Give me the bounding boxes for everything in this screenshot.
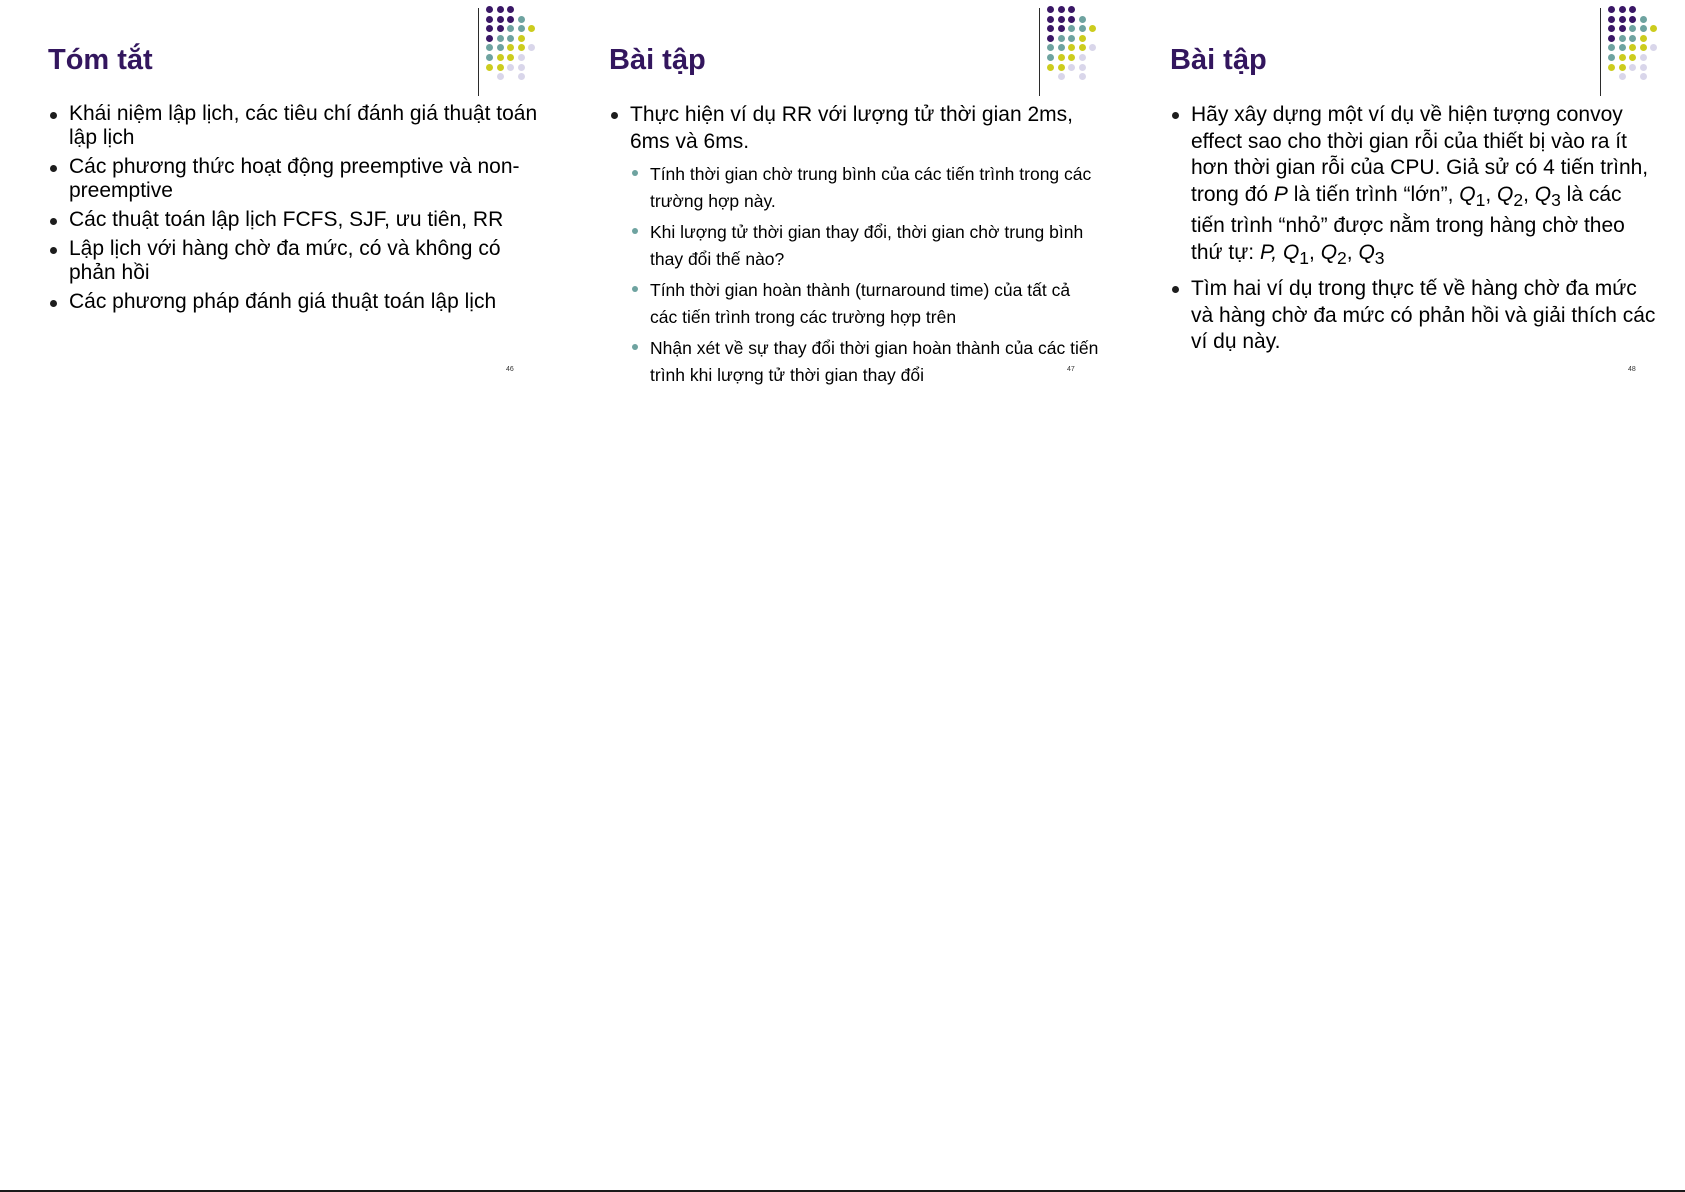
decorative-dot bbox=[1058, 44, 1065, 51]
decorative-dot bbox=[507, 6, 514, 13]
sub-bullet-dot-icon bbox=[632, 286, 638, 292]
decorative-dot bbox=[507, 16, 514, 23]
slide-46 bbox=[0, 0, 561, 385]
decorative-dot bbox=[1619, 54, 1626, 61]
decorative-dot bbox=[1608, 44, 1615, 51]
sub-bullet-dot-icon bbox=[632, 228, 638, 234]
bullet-dot-icon bbox=[1172, 112, 1179, 119]
decorative-dot bbox=[518, 64, 525, 71]
decorative-dot bbox=[1640, 54, 1647, 61]
divider-line bbox=[478, 8, 479, 96]
decorative-dot bbox=[1629, 16, 1636, 23]
decorative-dot bbox=[507, 54, 514, 61]
decorative-dot bbox=[1058, 16, 1065, 23]
slide-48 bbox=[1122, 0, 1683, 385]
decorative-dot bbox=[1640, 25, 1647, 32]
decorative-dot bbox=[1629, 25, 1636, 32]
decorative-dot bbox=[507, 44, 514, 51]
sub-bullet-item: Tính thời gian chờ trung bình của các tiến trình trong các trường hợp này. bbox=[630, 161, 1099, 214]
sub-bullet-dot-icon bbox=[632, 170, 638, 176]
bullet-dot-icon bbox=[50, 112, 57, 119]
decorative-dot bbox=[1640, 16, 1647, 23]
bullet-dot-icon bbox=[50, 165, 57, 172]
sub-bullet-list bbox=[630, 161, 1099, 388]
decorative-dot bbox=[1089, 44, 1096, 51]
slide-title: Bài tập bbox=[609, 44, 706, 76]
decorative-dot bbox=[1640, 73, 1647, 80]
decorative-dot bbox=[497, 25, 504, 32]
divider-line bbox=[1039, 8, 1040, 96]
decorative-dot bbox=[497, 16, 504, 23]
decorative-dot bbox=[1608, 6, 1615, 13]
decorative-dot bbox=[1068, 6, 1075, 13]
decorative-dot bbox=[518, 73, 525, 80]
decorative-dot bbox=[1079, 54, 1086, 61]
decorative-dot bbox=[1058, 25, 1065, 32]
decorative-dot bbox=[486, 64, 493, 71]
decorative-dot bbox=[1047, 35, 1054, 42]
sub-bullet-item: Khi lượng tử thời gian thay đổi, thời gian chờ trung bình thay đổi thế nào? bbox=[630, 219, 1099, 272]
decorative-dot bbox=[486, 6, 493, 13]
decorative-dot bbox=[497, 73, 504, 80]
page-number: 46 bbox=[506, 366, 514, 373]
decorative-dot bbox=[1068, 25, 1075, 32]
decorative-dot bbox=[1047, 6, 1054, 13]
sub-bullet-item: Tính thời gian hoàn thành (turnaround time) của tất cả các tiến trình trong các trường hợp trên bbox=[630, 277, 1099, 330]
decorative-dot bbox=[1629, 35, 1636, 42]
decorative-dot bbox=[1608, 64, 1615, 71]
decorative-dot bbox=[1047, 64, 1054, 71]
bullet-dot-icon bbox=[50, 300, 57, 307]
bullet-item: Khái niệm lập lịch, các tiêu chí đánh giá thuật toán lập lịch bbox=[48, 102, 538, 150]
decorative-dot bbox=[1058, 73, 1065, 80]
decorative-dot bbox=[1047, 16, 1054, 23]
page-number: 47 bbox=[1067, 366, 1075, 373]
decorative-dot bbox=[518, 44, 525, 51]
decorative-dot bbox=[1079, 44, 1086, 51]
decorative-dot bbox=[1068, 64, 1075, 71]
decorative-dot bbox=[1640, 35, 1647, 42]
bullet-item: Hãy xây dựng một ví dụ về hiện tượng convoy effect sao cho thời gian rỗi của thiết bị vào ra ít hơn thời gian rỗi của CPU. Giả sử có 4 tiến trình, trong đó P là tiến trình “lớn”, $Q_1$, $Q_2$, $Q_3$ là các tiến trình “nhỏ” được nằm trong hàng chờ theo thứ tự: P, $Q_1$, $Q_2$, $Q_3$ bbox=[1170, 102, 1660, 271]
decorative-dot bbox=[1068, 44, 1075, 51]
decorative-dot bbox=[518, 35, 525, 42]
decorative-dot bbox=[1058, 54, 1065, 61]
decorative-dot bbox=[486, 44, 493, 51]
page-number: 48 bbox=[1628, 366, 1636, 373]
decorative-dot bbox=[1068, 35, 1075, 42]
decorative-dot bbox=[1089, 25, 1096, 32]
decorative-dot bbox=[1650, 25, 1657, 32]
decorative-dot bbox=[528, 44, 535, 51]
bullet-item: Thực hiện ví dụ RR với lượng tử thời gian 2ms, 6ms và 6ms. Tính thời gian chờ trung bình của các tiến trình trong các trường hợp này. Khi lượng tử thời gian thay đổi, thời gian chờ trung bình thay đổi thế nào? Tính thời gian hoàn thành (turnaround time) của tất cả các tiến trình trong các trường hợp trên Nhận xét về sự thay đổi thời gian hoàn thành của các tiến trình khi lượng tử thời gian thay đổi bbox=[609, 102, 1099, 388]
decorative-dot bbox=[1058, 6, 1065, 13]
bullet-list bbox=[48, 102, 538, 319]
decorative-dot bbox=[1079, 64, 1086, 71]
decorative-dot bbox=[1629, 44, 1636, 51]
decorative-dot bbox=[1640, 64, 1647, 71]
decorative-dot bbox=[1608, 35, 1615, 42]
decorative-dot bbox=[497, 35, 504, 42]
slide-47 bbox=[561, 0, 1122, 385]
slide-title: Tóm tắt bbox=[48, 44, 153, 76]
decorative-dot bbox=[1608, 54, 1615, 61]
decorative-dot bbox=[1058, 35, 1065, 42]
decorative-dot bbox=[507, 25, 514, 32]
decorative-dot bbox=[1079, 16, 1086, 23]
decorative-dot bbox=[507, 64, 514, 71]
decorative-dot bbox=[486, 54, 493, 61]
decorative-dot bbox=[1068, 54, 1075, 61]
bullet-dot-icon bbox=[50, 247, 57, 254]
decorative-dot bbox=[507, 35, 514, 42]
decorative-dot bbox=[1650, 44, 1657, 51]
decorative-dot bbox=[486, 16, 493, 23]
decorative-dot bbox=[497, 64, 504, 71]
decorative-dot bbox=[1640, 44, 1647, 51]
decorative-dot bbox=[497, 44, 504, 51]
decorative-dot bbox=[1619, 64, 1626, 71]
decorative-dot bbox=[1047, 25, 1054, 32]
decorative-dot bbox=[497, 6, 504, 13]
bullet-item: Các phương thức hoạt động preemptive và non-preemptive bbox=[48, 155, 538, 203]
decorative-dot bbox=[518, 25, 525, 32]
decorative-dot bbox=[1079, 73, 1086, 80]
decorative-dot bbox=[1619, 44, 1626, 51]
decorative-dot bbox=[1619, 16, 1626, 23]
dot-grid-decoration bbox=[486, 6, 552, 86]
decorative-dot bbox=[518, 54, 525, 61]
dot-grid-decoration bbox=[1047, 6, 1113, 86]
bullet-list bbox=[609, 102, 1099, 393]
decorative-dot bbox=[1068, 16, 1075, 23]
sub-bullet-dot-icon bbox=[632, 344, 638, 350]
decorative-dot bbox=[1629, 54, 1636, 61]
decorative-dot bbox=[1079, 35, 1086, 42]
decorative-dot bbox=[497, 54, 504, 61]
decorative-dot bbox=[1629, 64, 1636, 71]
bullet-item: Các phương pháp đánh giá thuật toán lập lịch bbox=[48, 290, 538, 314]
decorative-dot bbox=[1058, 64, 1065, 71]
sub-bullet-item: Nhận xét về sự thay đổi thời gian hoàn thành của các tiến trình khi lượng tử thời gian thay đổi bbox=[630, 335, 1099, 388]
divider-line bbox=[1600, 8, 1601, 96]
slide-title: Bài tập bbox=[1170, 44, 1267, 76]
bullet-dot-icon bbox=[611, 112, 618, 119]
decorative-dot bbox=[1047, 44, 1054, 51]
decorative-dot bbox=[528, 25, 535, 32]
decorative-dot bbox=[1079, 25, 1086, 32]
bullet-item: Lập lịch với hàng chờ đa mức, có và không có phản hồi bbox=[48, 237, 538, 285]
bullet-list bbox=[1170, 102, 1660, 361]
decorative-dot bbox=[1629, 6, 1636, 13]
decorative-dot bbox=[1608, 16, 1615, 23]
bullet-dot-icon bbox=[50, 218, 57, 225]
decorative-dot bbox=[1619, 35, 1626, 42]
decorative-dot bbox=[1619, 6, 1626, 13]
bullet-dot-icon bbox=[1172, 286, 1179, 293]
bullet-item: Tìm hai ví dụ trong thực tế về hàng chờ đa mức và hàng chờ đa mức có phản hồi và giải thích các ví dụ này. bbox=[1170, 276, 1660, 356]
decorative-dot bbox=[1619, 73, 1626, 80]
decorative-dot bbox=[486, 35, 493, 42]
decorative-dot bbox=[518, 16, 525, 23]
dot-grid-decoration bbox=[1608, 6, 1674, 86]
decorative-dot bbox=[1608, 25, 1615, 32]
decorative-dot bbox=[486, 25, 493, 32]
bullet-item: Các thuật toán lập lịch FCFS, SJF, ưu tiên, RR bbox=[48, 208, 538, 232]
decorative-dot bbox=[1047, 54, 1054, 61]
decorative-dot bbox=[1619, 25, 1626, 32]
